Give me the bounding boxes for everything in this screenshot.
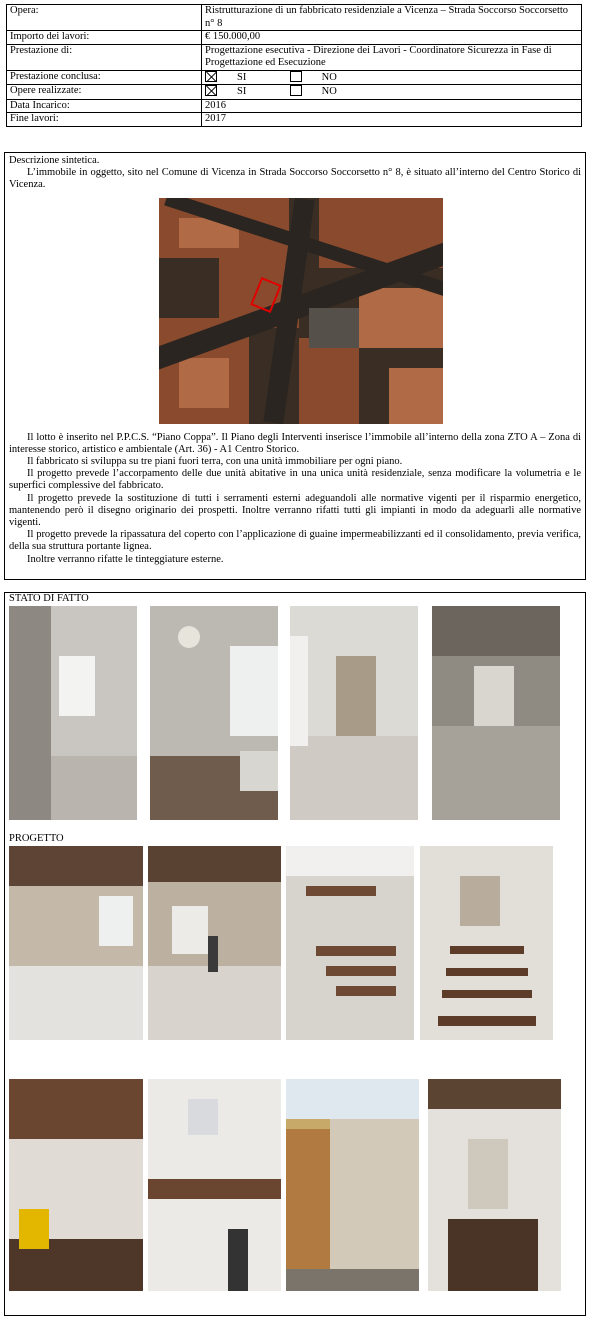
info-label: Prestazione di: <box>7 44 202 70</box>
photo-project-facade <box>286 1079 419 1291</box>
info-value: 2017 <box>202 113 582 127</box>
photo-existing-room-lamp <box>150 606 278 820</box>
aerial-map-image <box>159 198 443 424</box>
info-value: 2016 <box>202 99 582 113</box>
description-heading: Descrizione sintetica. <box>9 155 100 166</box>
description-paragraph: Il progetto prevede la ripassatura del coperto con l’applicazione di guaine impermeabilizzanti ed il consolidamento, previa verifica, della sua struttura portante lignea. <box>9 529 581 553</box>
photo-existing-room-window <box>9 606 137 820</box>
project-info-table <box>6 4 582 127</box>
info-row-opera <box>7 5 582 31</box>
description-intro: L’immobile in oggetto, sito nel Comune di Vicenza in Strada Soccorso Soccorsetto n° 8, è situato all’interno del Centro Storico di Vicenza. <box>9 167 581 191</box>
info-label: Fine lavori: <box>7 113 202 127</box>
info-row-prestazione <box>7 44 582 70</box>
info-row-data-incarico <box>7 99 582 113</box>
photo-project-staircase <box>286 846 414 1040</box>
checkbox-si-checked-icon <box>205 85 217 96</box>
info-label: Prestazione conclusa: <box>7 70 202 85</box>
description-paragraph: Il progetto prevede la sostituzione di tutti i serramenti esterni adeguandoli alle normative vigenti per il risparmio energetico, mantenendo però il disegno originario dei prospetti. Inoltre verranno rifatti tutti gli impianti in modo da adeguarli alle normative vigenti. <box>9 492 581 529</box>
photo-section <box>4 592 586 1316</box>
info-row-prestazione-conclusa <box>7 70 582 85</box>
checkbox-si-checked-icon <box>205 71 217 82</box>
info-value: Ristrutturazione di un fabbricato residenziale a Vicenza – Strada Soccorso Soccorsetto n° 8 <box>202 5 582 31</box>
option-si-label: SI <box>237 71 247 83</box>
photo-existing-attic <box>432 606 560 820</box>
option-no-label: NO <box>321 86 337 97</box>
info-row-importo <box>7 31 582 45</box>
photo-project-worker <box>148 846 281 1040</box>
photo-project-stairs-up <box>420 846 553 1040</box>
info-value: Progettazione esecutiva - Direzione dei Lavori - Coordinatore Sicurezza in Fase di Progettazione ed Esecuzione <box>202 44 582 70</box>
photo-project-white-room <box>148 1079 281 1291</box>
info-row-opere-realizzate <box>7 85 582 100</box>
description-paragraph: Inoltre verranno rifatte le tinteggiature esterne. <box>27 553 224 565</box>
option-si-label: SI <box>237 86 247 97</box>
photo-existing-hallway <box>290 606 418 820</box>
info-label: Opere realizzate: <box>7 85 202 100</box>
description-box <box>4 152 586 580</box>
info-label: Opera: <box>7 5 202 31</box>
checkbox-no-empty-icon <box>290 71 302 82</box>
description-paragraph: Il fabbricato si sviluppa su tre piani fuori terra, con una unità immobiliare per ogni piano. <box>27 456 403 468</box>
info-value: € 150.000,00 <box>202 31 582 45</box>
progetto-label: PROGETTO <box>9 833 64 844</box>
photo-project-corridor <box>428 1079 561 1291</box>
info-label: Data Incarico: <box>7 99 202 113</box>
info-label: Importo dei lavori: <box>7 31 202 45</box>
info-row-fine-lavori <box>7 113 582 127</box>
photo-project-worksite <box>9 846 143 1040</box>
photo-project-beamed-room <box>9 1079 143 1291</box>
description-paragraph: Il progetto prevede l’accorpamento delle due unità abitative in una unica unità residenziale, senza modificare la volumetria e le superfici complessive del fabbricato. <box>9 468 581 492</box>
option-no-label: NO <box>321 71 337 83</box>
description-paragraph: Il lotto è inserito nel P.P.C.S. “Piano Coppa”. Il Piano degli Interventi inserisce l’immobile all’interno della zona ZTO A – Zona di interesse storico, artistico e ambientale (Art. 36) - A1 Centro Storico. <box>9 431 581 455</box>
stato-di-fatto-label: STATO DI FATTO <box>9 593 89 604</box>
checkbox-no-empty-icon <box>290 85 302 96</box>
